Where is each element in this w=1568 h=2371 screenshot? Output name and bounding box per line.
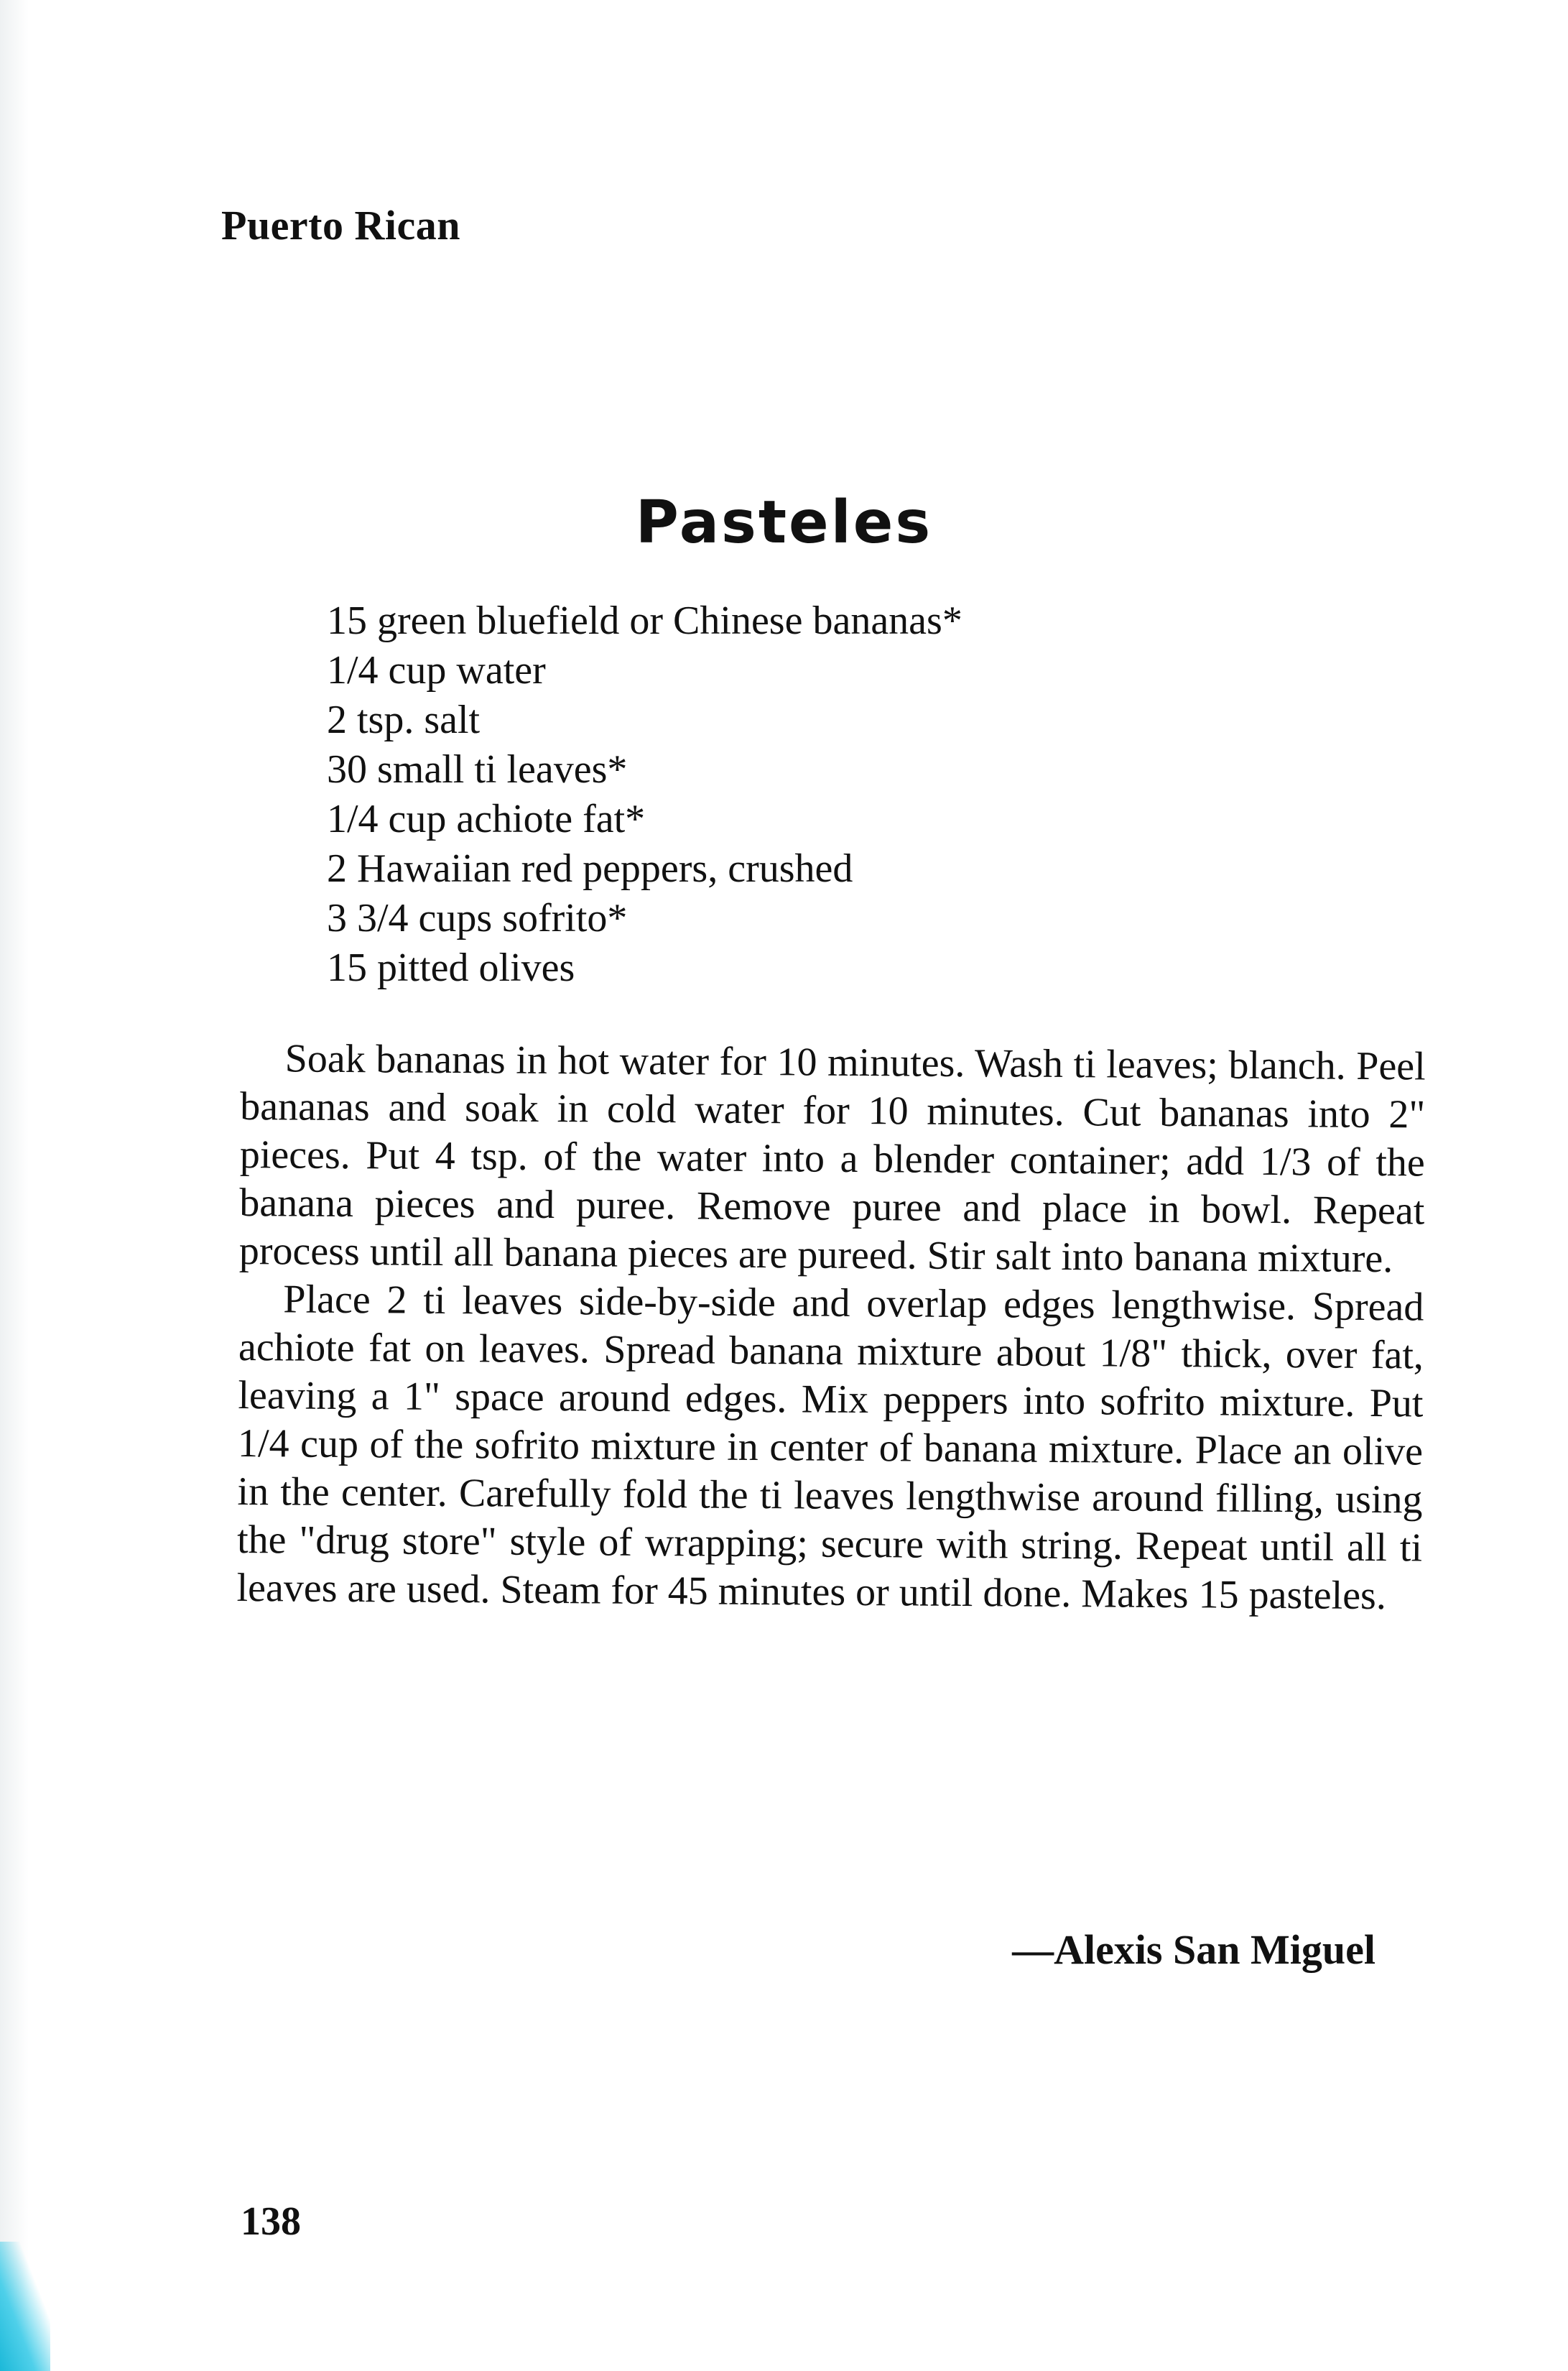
directions-paragraph: Soak bananas in hot water for 10 minutes. Wash ti leaves; blanch. Peel bananas and soak in cold water for 10 minutes. Cut bananas into 2" pieces. Put 4 tsp. of the water into a blender container; add 1/3 of the banana pieces and puree. Remove puree and place in bowl. Repeat process until all banana pieces are pureed. Stir salt into banana mixture. xyxy=(238,1036,1426,1282)
directions-paragraph: Place 2 ti leaves side-by-side and overlap edges lengthwise. Spread achiote fat on leaves. Spread banana mixture about 1/8" thick, over fat, leaving a 1" space around edges. Mix peppers into sofrito mixture. Put 1/4 cup of the sofrito mixture in center of banana mixture. Place an olive in the center. Carefully fold the ti leaves lengthwise around filling, using the "drug store" style of wrapping; secure with string. Repeat until all ti leaves are used. Steam for 45 minutes or until done. Makes 15 pasteles. xyxy=(236,1277,1424,1619)
ingredient-item: 2 Hawaiian red peppers, crushed xyxy=(327,846,853,891)
page-edge-shadow xyxy=(0,0,29,2371)
ingredient-item: 1/4 cup achiote fat* xyxy=(327,797,646,841)
ingredient-item: 1/4 cup water xyxy=(327,648,546,693)
page-corner-tint xyxy=(0,2242,50,2371)
ingredient-item: 15 pitted olives xyxy=(327,946,575,990)
ingredient-item: 2 tsp. salt xyxy=(327,698,481,742)
section-label: Puerto Rican xyxy=(221,202,460,249)
ingredient-item: 3 3/4 cups sofrito* xyxy=(327,896,628,940)
recipe-title: Pasteles xyxy=(635,489,933,557)
ingredient-item: 30 small ti leaves* xyxy=(327,747,628,792)
recipe-attribution: —Alexis San Miguel xyxy=(1012,1926,1376,1973)
recipe-directions xyxy=(236,1035,1426,1620)
ingredient-list xyxy=(327,596,1404,993)
ingredient-item: 15 green bluefield or Chinese bananas* xyxy=(327,598,962,643)
page-number: 138 xyxy=(241,2199,301,2244)
